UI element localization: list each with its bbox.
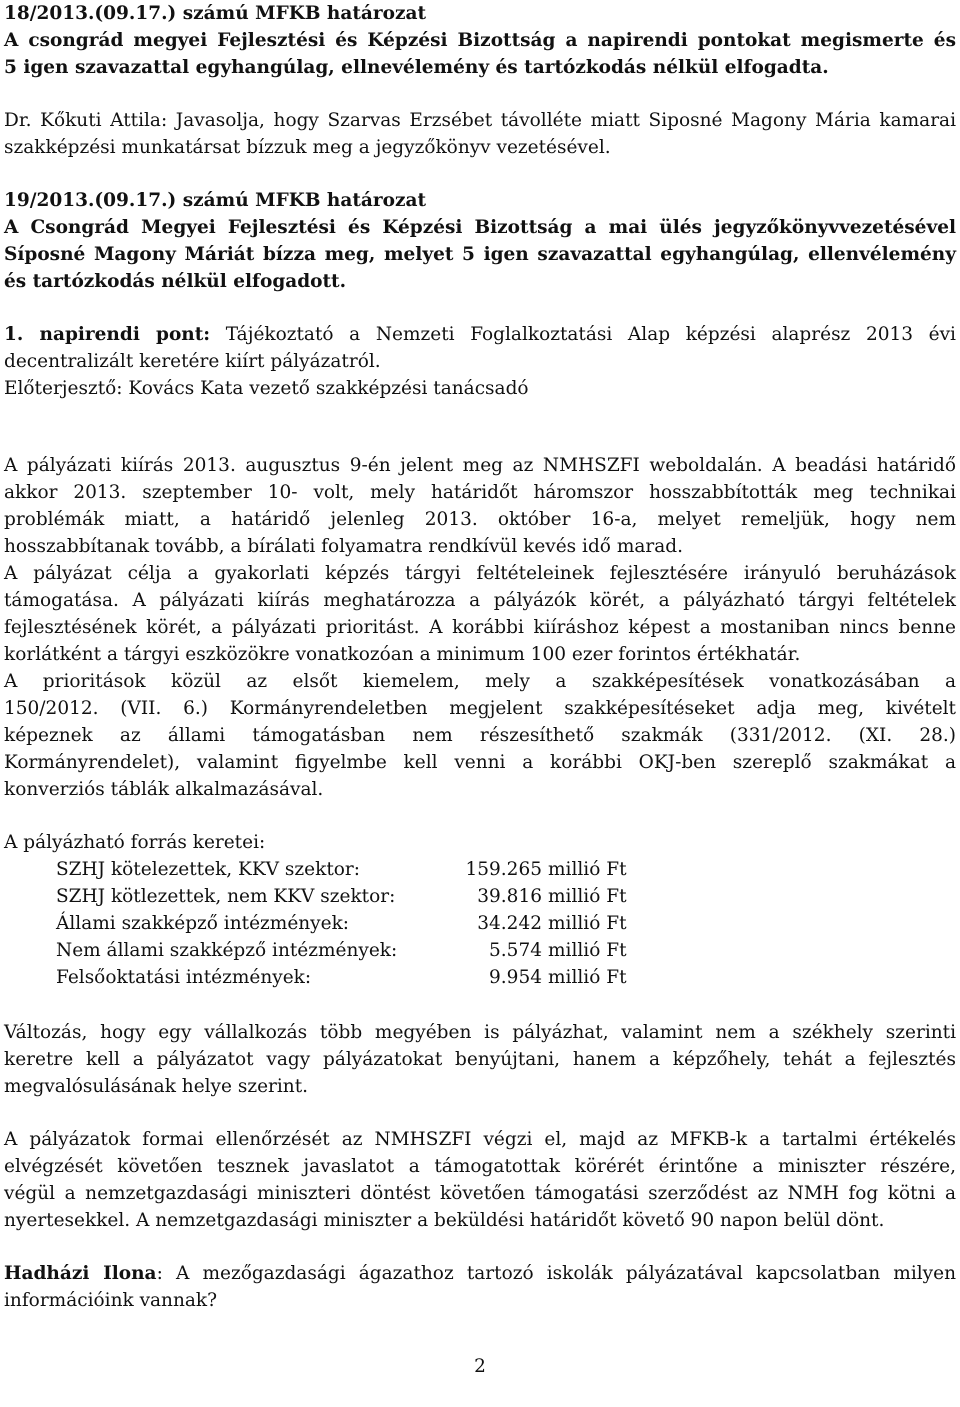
paragraph-line: korlátként a tárgyi eszközökre vonatkozóan a minimum 100 ezer forintos értékhatár. [4, 644, 801, 665]
funds-row-value: 9.954 [489, 967, 542, 988]
evaluation-paragraph [4, 1126, 956, 1234]
proposal-line: szakképzési munkatársat bízzuk meg a jegyzőkönyv vezetésével. [4, 137, 611, 158]
funds-row-label: SZHJ kötelezettek, KKV szektor: [56, 859, 360, 880]
funds-row-unit: millió Ft [548, 967, 627, 988]
agenda-line: decentralizált keretére kiírt pályázatról. [4, 351, 381, 372]
funds-row-value: 5.574 [489, 940, 542, 961]
speaker-name: Hadházi Ilona [4, 1263, 157, 1284]
paragraph-line: képeznek az állami támogatásban nem részesíthető szakmák (331/2012. (XI. 28.) [4, 725, 956, 746]
paragraph-line: konverziós táblák alkalmazásával. [4, 779, 324, 800]
call-goal-paragraph [4, 560, 956, 668]
paragraph-line: 150/2012. (VII. 6.) Kormányrendeletben megjelent szakképesítéseket adja meg, kivételt [4, 698, 956, 719]
funds-row-value: 159.265 [465, 859, 542, 880]
funds-row [56, 883, 627, 910]
resolution-18-heading: 18/2013.(09.17.) számú MFKB határozat [4, 3, 426, 24]
page-number: 2 [474, 1356, 486, 1377]
paragraph-line: problémák miatt, a határidő jelenleg 2013. október 16-a, melyet remeljük, hogy nem [4, 509, 956, 530]
agenda-presenter: Előterjesztő: Kovács Kata vezető szakképzési tanácsadó [4, 378, 529, 399]
paragraph-line: hosszabbítanak tovább, a bírálati folyamatra rendkívül kevés idő marad. [4, 536, 683, 557]
funds-row-label: Felsőoktatási intézmények: [56, 967, 312, 988]
question-text: : A mezőgazdasági ágazathoz tartozó iskolák pályázatával kapcsolatban milyen [156, 1263, 956, 1284]
paragraph-line: információink vannak? [4, 1290, 218, 1311]
resolution-18-text-line: 5 igen szavazattal egyhangúlag, ellnevélemény és tartózkodás nélkül elfogadta. [4, 57, 829, 78]
funds-row [56, 856, 627, 883]
paragraph-line: A pályázatok formai ellenőrzését az NMHSZFI végzi el, majd az MFKB-k a tartalmi értékelés [4, 1129, 956, 1150]
call-info-paragraph [4, 452, 956, 560]
resolution-18 [4, 0, 956, 81]
kokuti-proposal [4, 107, 956, 161]
proposal-line: Dr. Kőkuti Attila: Javasolja, hogy Szarvas Erzsébet távolléte miatt Siposné Magony Mária kamarai [4, 110, 956, 131]
paragraph-line: akkor 2013. szeptember 10- volt, mely határidőt háromszor hosszabbították meg technikai [4, 482, 956, 503]
funds-row-value: 34.242 [477, 913, 542, 934]
resolution-19 [4, 187, 956, 295]
change-paragraph [4, 1019, 956, 1100]
resolution-18-text-line: A csongrád megyei Fejlesztési és Képzési Bizottság a napirendi pontokat megismerte és [4, 30, 956, 51]
funds-row-unit: millió Ft [548, 913, 627, 934]
question-paragraph [4, 1260, 956, 1314]
agenda-line [4, 321, 956, 348]
paragraph-line: A pályázati kiírás 2013. augusztus 9-én jelent meg az NMHSZFI weboldalán. A beadási határidő [4, 455, 956, 476]
resolution-19-text-line: és tartózkodás nélkül elfogadott. [4, 271, 347, 292]
funds-row-label: SZHJ kötlezettek, nem KKV szektor: [56, 886, 396, 907]
paragraph-line: támogatása. A pályázati kiírás meghatározza a pályázók körét, a pályázható tárgyi feltételek [4, 590, 956, 611]
agenda-item-1 [4, 321, 956, 402]
document-page [4, 0, 956, 1314]
funds-row-unit: millió Ft [548, 940, 627, 961]
funds-row-label: Nem állami szakképző intézmények: [56, 940, 398, 961]
resolution-19-heading: 19/2013.(09.17.) számú MFKB határozat [4, 190, 426, 211]
funds-row [56, 937, 627, 964]
paragraph-line: fejlesztésének körét, a pályázati prioritást. A korábbi kiíráshoz képest a mostaniban nincs benne [4, 617, 956, 638]
paragraph-line: nyertesekkel. A nemzetgazdasági miniszter a beküldési határidőt követő 90 napon belül dönt. [4, 1210, 885, 1231]
funds-table [56, 856, 627, 991]
paragraph-line: megvalósulásának helye szerint. [4, 1076, 309, 1097]
paragraph-line: A pályázat célja a gyakorlati képzés tárgyi feltételeinek fejlesztésére irányuló beruházások [4, 563, 956, 584]
agenda-title: Tájékoztató a Nemzeti Foglalkoztatási Alap képzési alaprész 2013 évi [210, 324, 956, 345]
funds-row-unit: millió Ft [548, 859, 627, 880]
funds-row [56, 964, 627, 991]
funds-row-unit: millió Ft [548, 886, 627, 907]
priority-paragraph [4, 668, 956, 803]
resolution-19-text-line: A Csongrád Megyei Fejlesztési és Képzési Bizottság a mai ülés jegyzőkönyvvezetésével [4, 217, 956, 238]
funds-section [4, 829, 956, 991]
paragraph-line: Kormányrendelet), valamint figyelmbe kell venni a korábbi OKJ-ben szereplő szakmákat a [4, 752, 956, 773]
paragraph-line [4, 1260, 956, 1287]
funds-title: A pályázható forrás keretei: [4, 832, 266, 853]
funds-row-value: 39.816 [477, 886, 542, 907]
paragraph-line: A prioritások közül az elsőt kiemelem, mely a szakképesítések vonatkozásában a [4, 671, 956, 692]
agenda-label: 1. napirendi pont: [4, 324, 211, 345]
funds-row-label: Állami szakképző intézmények: [56, 913, 350, 934]
paragraph-line: elvégzését követően tesznek javaslatot a támogatottak körérét érintőne a miniszter részére, [4, 1156, 956, 1177]
paragraph-line: végül a nemzetgazdasági miniszteri döntést követően támogatási szerződést az NMH fog kötni a [4, 1183, 956, 1204]
resolution-19-text-line: Síposné Magony Máriát bízza meg, melyet 5 igen szavazattal egyhangúlag, ellenvélemény [4, 244, 956, 265]
paragraph-line: Változás, hogy egy vállalkozás több megyében is pályázhat, valamint nem a székhely szerinti [4, 1022, 956, 1043]
paragraph-line: keretre kell a pályázatot vagy pályázatokat benyújtani, hanem a képzőhely, tehát a fejlesztés [4, 1049, 956, 1070]
funds-row [56, 910, 627, 937]
